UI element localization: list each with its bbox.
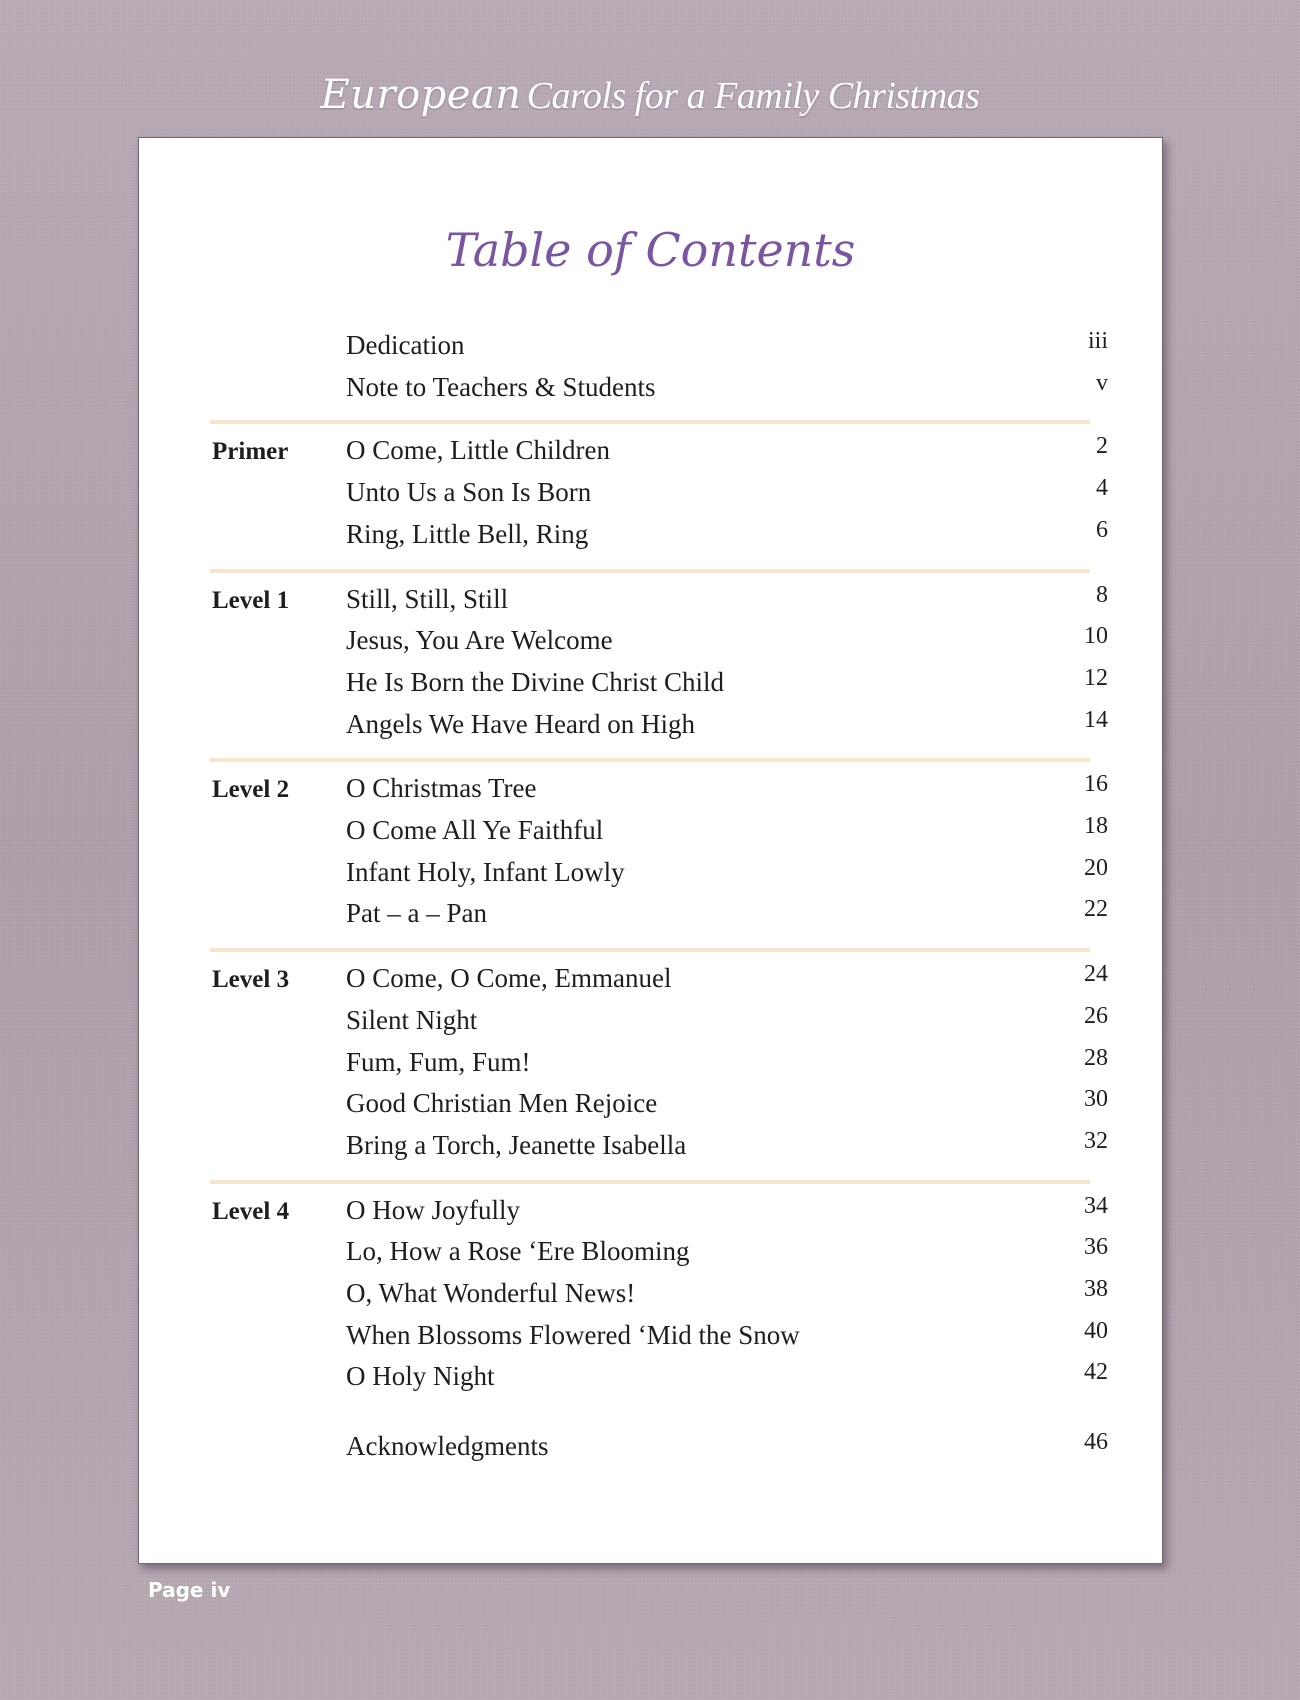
toc-entry-title: Bring a Torch, Jeanette Isabella [346, 1129, 687, 1160]
book-title-plain: European [320, 72, 522, 118]
toc-entry-title: Angels We Have Heard on High [346, 708, 695, 739]
toc-entry-title: O Holy Night [346, 1361, 495, 1392]
page-title: Table of Contents [445, 223, 856, 277]
toc-entry-page: v [1096, 369, 1108, 396]
toc-entry-page: 6 [1096, 516, 1108, 543]
toc-entry-page: 46 [1084, 1429, 1108, 1456]
toc-entry-title: Fum, Fum, Fum! [346, 1046, 531, 1077]
section-label: Level 3 [212, 966, 290, 994]
toc-entry-page: 26 [1084, 1002, 1108, 1029]
toc-entry-page: 34 [1084, 1192, 1108, 1219]
toc-entry-title: Infant Holy, Infant Lowly [346, 856, 625, 887]
toc-entry-page: 12 [1084, 664, 1108, 691]
toc-entry-title: O Christmas Tree [346, 773, 537, 804]
toc-entry-page: 10 [1084, 623, 1108, 650]
section-divider [210, 420, 1090, 424]
toc-entry-title: Acknowledgments [346, 1431, 549, 1462]
section-divider [210, 948, 1090, 952]
toc-entry-page: 2 [1096, 433, 1108, 460]
toc-entry-title: Pat – a – Pan [346, 898, 487, 929]
toc-entry-page: 42 [1084, 1359, 1108, 1386]
book-title-script: Carols for a Family Christmas [526, 75, 980, 117]
toc-entry-page: 40 [1084, 1317, 1108, 1344]
toc-entry-title: Dedication [346, 330, 465, 360]
toc-entry-page: 8 [1096, 581, 1108, 608]
toc-entry-title: Good Christian Men Rejoice [346, 1088, 658, 1119]
section-label: Level 2 [212, 776, 290, 804]
toc-entry-title: O Come, O Come, Emmanuel [346, 963, 672, 994]
toc-entry-title: Lo, How a Rose ‘Ere Blooming [346, 1236, 690, 1267]
toc-entry-page: 32 [1084, 1127, 1108, 1154]
toc-entry-page: 20 [1084, 854, 1108, 881]
toc-entry-title: Unto Us a Son Is Born [346, 477, 592, 508]
toc-entry-title: Silent Night [346, 1004, 478, 1035]
toc-entry-page: 18 [1084, 813, 1108, 839]
toc-entry-title: O Come, Little Children [346, 435, 610, 466]
toc-entry-title: He Is Born the Divine Christ Child [346, 666, 724, 697]
section-label: Level 4 [212, 1197, 290, 1225]
contents-page [138, 137, 1163, 1564]
toc-entry-page: iii [1087, 328, 1108, 354]
toc-entry-title: Ring, Little Bell, Ring [346, 518, 589, 549]
toc-entry-page: 22 [1084, 896, 1108, 923]
page-number: Page iv [148, 1578, 231, 1602]
toc-entry-page: 28 [1084, 1044, 1108, 1071]
section-label: Primer [212, 438, 289, 466]
toc-entry-page: 4 [1096, 475, 1108, 502]
toc-entry-page: 16 [1084, 771, 1108, 798]
toc-entry-page: 24 [1084, 961, 1108, 988]
toc-entry-title: When Blossoms Flowered ‘Mid the Snow [346, 1319, 800, 1350]
toc-entry-page: 36 [1084, 1234, 1108, 1261]
toc-entry-title: Jesus, You Are Welcome [346, 625, 613, 656]
toc-entry-page: 30 [1084, 1086, 1108, 1113]
section-divider [210, 1180, 1090, 1184]
toc-entry-title: O, What Wonderful News! [346, 1278, 636, 1308]
section-divider [210, 758, 1090, 762]
book-title [0, 72, 1300, 118]
toc-entry-title: Note to Teachers & Students [346, 371, 656, 402]
toc-entry-page: 14 [1084, 706, 1108, 733]
section-label: Level 1 [212, 586, 290, 614]
toc-entry-title: O Come All Ye Faithful [346, 815, 604, 845]
toc-entry-page: 38 [1084, 1276, 1108, 1302]
toc-entry-title: O How Joyfully [346, 1194, 520, 1225]
section-divider [210, 569, 1090, 573]
toc-entry-title: Still, Still, Still [346, 583, 509, 614]
